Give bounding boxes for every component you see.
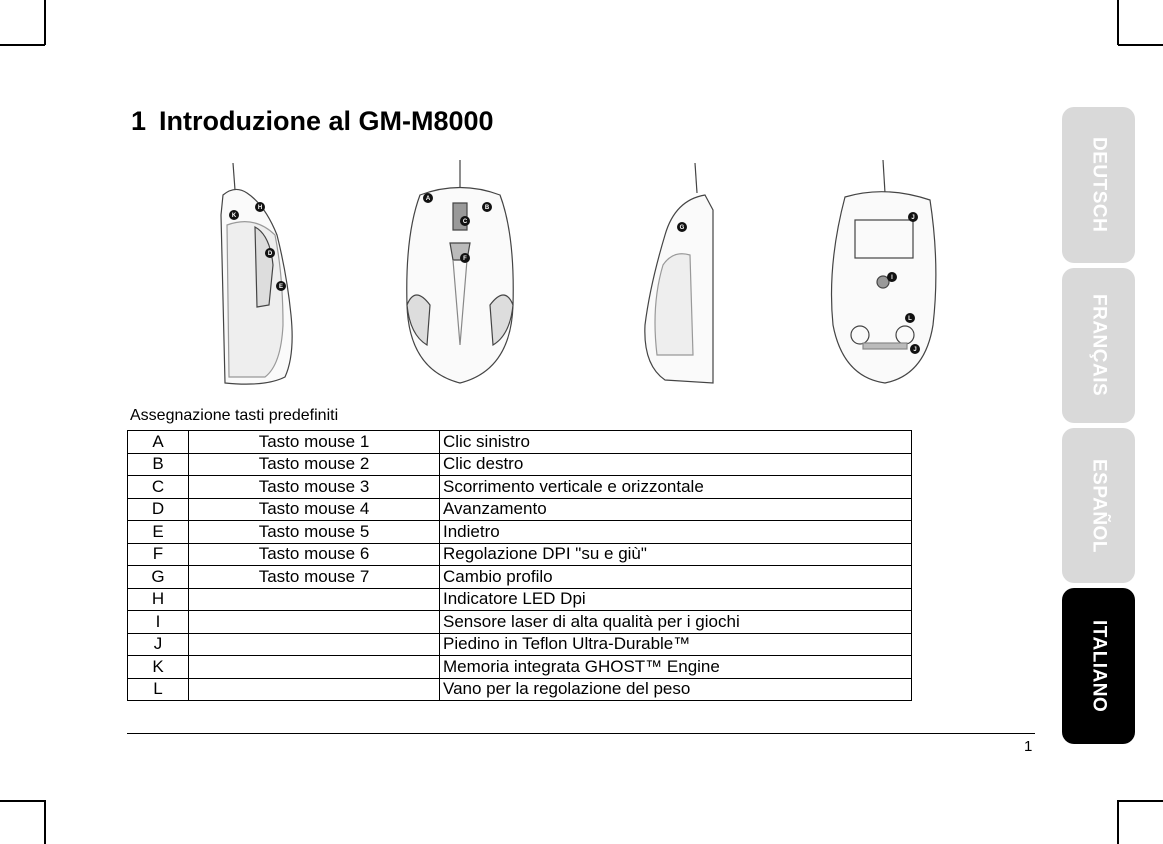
key-cell: I (128, 611, 189, 634)
key-cell: B (128, 453, 189, 476)
key-cell: E (128, 521, 189, 544)
button-cell: Tasto mouse 2 (189, 453, 440, 476)
tab-italiano[interactable] (1062, 588, 1135, 744)
button-cell (189, 588, 440, 611)
crop-mark (44, 800, 46, 844)
crop-mark (1118, 800, 1163, 802)
callout-label (460, 216, 470, 226)
svg-text:I: I (891, 275, 893, 281)
mouse-right-side-view (645, 163, 713, 383)
svg-text:H: H (257, 205, 263, 211)
table-row (128, 656, 912, 679)
button-cell: Tasto mouse 4 (189, 498, 440, 521)
callout-label (887, 272, 897, 282)
table-row (128, 453, 912, 476)
crop-mark (0, 800, 45, 802)
table-row (128, 566, 912, 589)
callout-label (255, 202, 265, 212)
tab-deutsch[interactable] (1062, 107, 1135, 263)
table-row (128, 633, 912, 656)
callout-label (910, 344, 920, 354)
button-assignment-table (127, 430, 912, 701)
mouse-illustrations (195, 155, 955, 390)
svg-text:F: F (463, 256, 467, 262)
svg-text:E: E (278, 284, 284, 290)
footer-rule (127, 733, 1035, 734)
svg-text:J: J (913, 347, 917, 353)
tab-label: ESPAÑOL (1088, 458, 1110, 553)
svg-text:B: B (484, 205, 490, 211)
callout-label (677, 222, 687, 232)
key-cell: L (128, 678, 189, 701)
table-row (128, 521, 912, 544)
svg-text:C: C (462, 219, 468, 225)
tab-label: ITALIANO (1088, 619, 1110, 713)
function-cell: Memoria integrata GHOST™ Engine (440, 656, 912, 679)
tab-label: DEUTSCH (1088, 137, 1110, 233)
crop-mark (1117, 0, 1119, 45)
callout-label (229, 210, 239, 220)
function-cell: Piedino in Teflon Ultra-Durable™ (440, 633, 912, 656)
function-cell: Regolazione DPI "su e giù" (440, 543, 912, 566)
page-title (131, 106, 494, 137)
button-cell (189, 656, 440, 679)
key-cell: K (128, 656, 189, 679)
button-cell: Tasto mouse 5 (189, 521, 440, 544)
mouse-bottom-view (832, 160, 936, 383)
key-cell: F (128, 543, 189, 566)
callout-label (460, 253, 470, 263)
table-row (128, 588, 912, 611)
table-row (128, 476, 912, 499)
mouse-left-side-view (221, 163, 292, 384)
button-cell (189, 678, 440, 701)
key-cell: G (128, 566, 189, 589)
function-cell: Indietro (440, 521, 912, 544)
page-number: 1 (1024, 738, 1033, 755)
button-cell: Tasto mouse 7 (189, 566, 440, 589)
function-cell: Scorrimento verticale e orizzontale (440, 476, 912, 499)
tab-label: FRANÇAIS (1088, 294, 1110, 397)
crop-mark (1117, 800, 1119, 844)
section-number: 1 (131, 106, 147, 136)
table-row (128, 498, 912, 521)
table-row (128, 611, 912, 634)
function-cell: Avanzamento (440, 498, 912, 521)
svg-text:K: K (231, 213, 237, 219)
key-cell: C (128, 476, 189, 499)
function-cell: Vano per la regolazione del peso (440, 678, 912, 701)
function-cell: Clic sinistro (440, 431, 912, 454)
tab-francais[interactable] (1062, 268, 1135, 423)
svg-text:D: D (267, 251, 273, 257)
key-cell: J (128, 633, 189, 656)
callout-label (276, 281, 286, 291)
callout-label (908, 212, 918, 222)
callout-label (423, 193, 433, 203)
table-row (128, 543, 912, 566)
table-row (128, 431, 912, 454)
crop-mark (0, 44, 45, 46)
button-cell (189, 633, 440, 656)
function-cell: Sensore laser di alta qualità per i giochi (440, 611, 912, 634)
svg-text:A: A (425, 196, 431, 202)
function-cell: Cambio profilo (440, 566, 912, 589)
section-title: Introduzione al GM-M8000 (159, 106, 494, 136)
key-cell: A (128, 431, 189, 454)
callout-label (482, 202, 492, 212)
function-cell: Clic destro (440, 453, 912, 476)
key-cell: D (128, 498, 189, 521)
function-cell: Indicatore LED Dpi (440, 588, 912, 611)
crop-mark (44, 0, 46, 45)
svg-text:G: G (679, 225, 685, 231)
callout-label (905, 313, 915, 323)
button-cell: Tasto mouse 6 (189, 543, 440, 566)
button-cell (189, 611, 440, 634)
crop-mark (1118, 44, 1163, 46)
mouse-top-view (407, 160, 513, 383)
button-cell: Tasto mouse 1 (189, 431, 440, 454)
button-cell: Tasto mouse 3 (189, 476, 440, 499)
svg-text:J: J (911, 215, 915, 221)
callout-label (265, 248, 275, 258)
tab-espanol[interactable] (1062, 428, 1135, 583)
svg-text:L: L (908, 316, 912, 322)
table-row (128, 678, 912, 701)
key-cell: H (128, 588, 189, 611)
table-caption: Assegnazione tasti predefiniti (130, 407, 339, 424)
